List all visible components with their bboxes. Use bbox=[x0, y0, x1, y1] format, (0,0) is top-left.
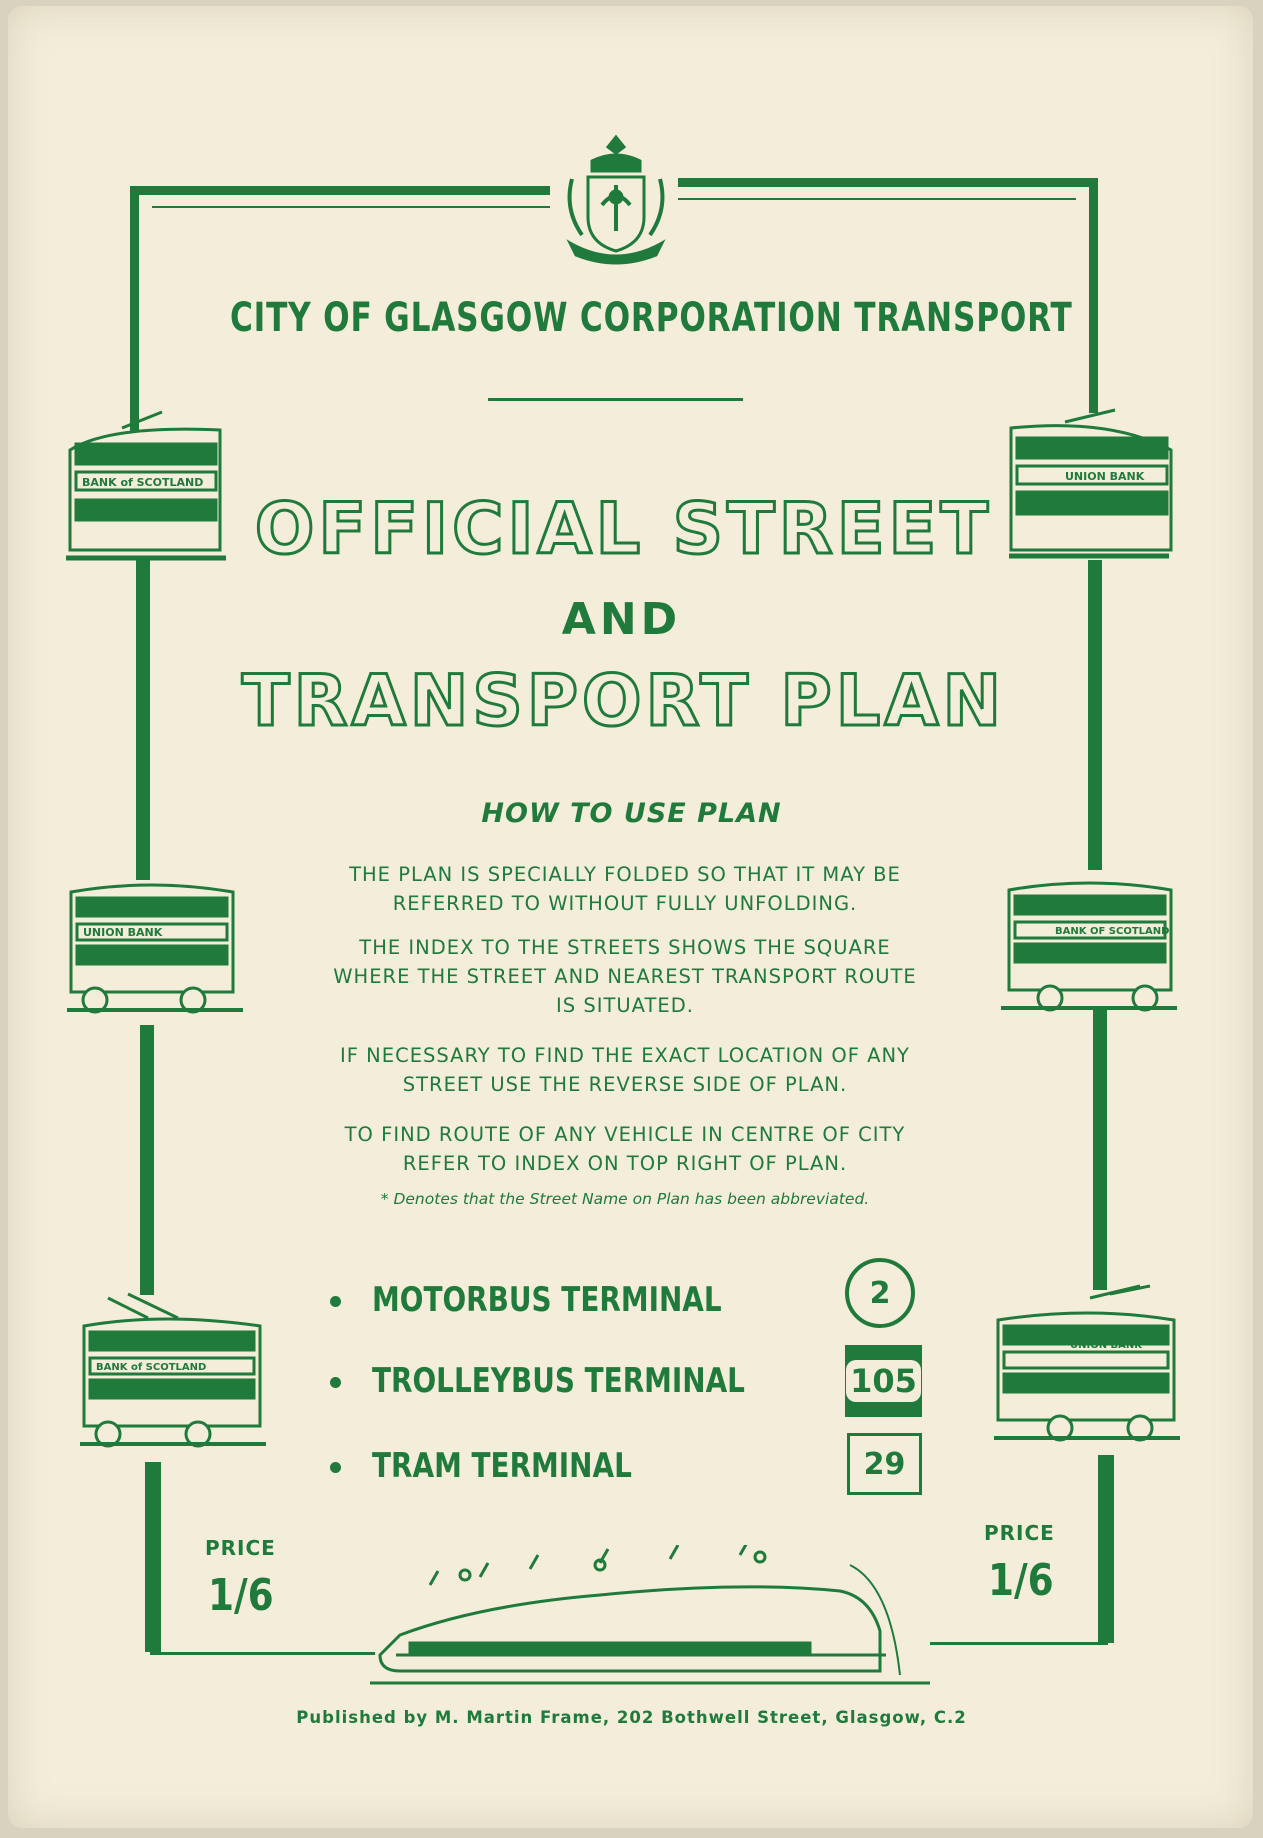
bus-right-mid-icon bbox=[995, 870, 1180, 1020]
bus-left-mid-icon bbox=[65, 872, 250, 1022]
frame-top-right bbox=[678, 178, 1098, 187]
instructions-heading: HOW TO USE PLAN bbox=[481, 798, 782, 829]
instruction-line: IF NECESSARY TO FIND THE EXACT LOCATION OF ANY bbox=[340, 1044, 910, 1067]
tram-symbol: 29 bbox=[847, 1433, 922, 1495]
title-divider bbox=[488, 398, 743, 401]
vehicle-sign-text: BANK OF SCOTLAND bbox=[1055, 926, 1170, 937]
frame-left-low bbox=[140, 1025, 154, 1295]
streamlined-tram-icon bbox=[370, 1545, 930, 1695]
frame-right bbox=[1089, 178, 1098, 413]
vehicle-sign-text: UNION BANK bbox=[1065, 470, 1145, 483]
legend-label: MOTORBUS TERMINAL bbox=[372, 1280, 722, 1320]
bullet-icon bbox=[330, 1296, 341, 1307]
frame-left bbox=[130, 186, 139, 431]
instruction-line: STREET USE THE REVERSE SIDE OF PLAN. bbox=[402, 1073, 848, 1096]
vehicle-sign-text: BANK of SCOTLAND bbox=[96, 1362, 207, 1373]
tram-right-top-icon bbox=[1005, 408, 1180, 568]
instruction-line: TO FIND ROUTE OF ANY VEHICLE IN CENTRE OF CITY bbox=[344, 1123, 906, 1146]
instruction-paragraph-3 bbox=[300, 1041, 950, 1099]
tram-left-top-icon bbox=[62, 410, 232, 570]
frame-left-bottom bbox=[145, 1462, 161, 1652]
vehicle-sign-text: UNION BANK bbox=[1070, 1340, 1143, 1351]
instruction-line: IS SITUATED. bbox=[556, 994, 694, 1017]
vehicle-sign-text: UNION BANK bbox=[83, 926, 163, 939]
legend-label: TROLLEYBUS TERMINAL bbox=[372, 1361, 745, 1401]
price-label-right: PRICE bbox=[984, 1521, 1055, 1545]
title-line-2: AND bbox=[561, 594, 682, 645]
trolleybus-symbol-number: 105 bbox=[846, 1360, 921, 1402]
bullet-icon bbox=[330, 1377, 341, 1388]
frame-right-low bbox=[1093, 1010, 1107, 1290]
instruction-paragraph-4 bbox=[300, 1120, 950, 1178]
instruction-paragraph-1 bbox=[300, 860, 950, 918]
price-value-right: 1/6 bbox=[988, 1555, 1054, 1606]
trolleybus-left-bottom-icon bbox=[78, 1288, 273, 1458]
motorbus-symbol: 2 bbox=[845, 1258, 915, 1328]
instruction-line: THE PLAN IS SPECIALLY FOLDED SO THAT IT MAY BE bbox=[349, 863, 901, 886]
frame-top-left bbox=[130, 186, 550, 195]
publisher-line: Published by M. Martin Frame, 202 Bothwell Street, Glasgow, C.2 bbox=[296, 1708, 967, 1727]
instruction-line: WHERE THE STREET AND NEAREST TRANSPORT ROUTE bbox=[333, 965, 917, 988]
instruction-line: REFERRED TO WITHOUT FULLY UNFOLDING. bbox=[392, 892, 858, 915]
vehicle-sign-text: BANK of SCOTLAND bbox=[82, 476, 204, 489]
frame-bottom-left bbox=[150, 1652, 375, 1655]
coat-of-arms-icon bbox=[562, 133, 670, 267]
instruction-line: THE INDEX TO THE STREETS SHOWS THE SQUARE bbox=[359, 936, 891, 959]
legend-label: TRAM TERMINAL bbox=[372, 1446, 632, 1486]
price-label-left: PRICE bbox=[205, 1536, 276, 1560]
organization-title: CITY OF GLASGOW CORPORATION TRANSPORT bbox=[230, 295, 1073, 341]
instruction-paragraph-2 bbox=[300, 933, 950, 1020]
trolleybus-right-bottom-icon bbox=[990, 1282, 1185, 1452]
abbreviation-note: * Denotes that the Street Name on Plan has been abbreviated. bbox=[380, 1190, 870, 1208]
title-line-1: OFFICIAL STREET bbox=[254, 488, 993, 570]
title-line-3: TRANSPORT PLAN bbox=[241, 660, 1006, 742]
frame-bottom-right bbox=[930, 1642, 1108, 1645]
frame-right-bottom bbox=[1098, 1455, 1114, 1643]
trolleybus-symbol bbox=[845, 1345, 922, 1417]
frame-inner-top-left bbox=[152, 206, 550, 208]
frame-inner-top-right bbox=[678, 198, 1076, 200]
bullet-icon bbox=[330, 1462, 341, 1473]
price-value-left: 1/6 bbox=[208, 1570, 274, 1621]
instruction-line: REFER TO INDEX ON TOP RIGHT OF PLAN. bbox=[402, 1152, 848, 1175]
